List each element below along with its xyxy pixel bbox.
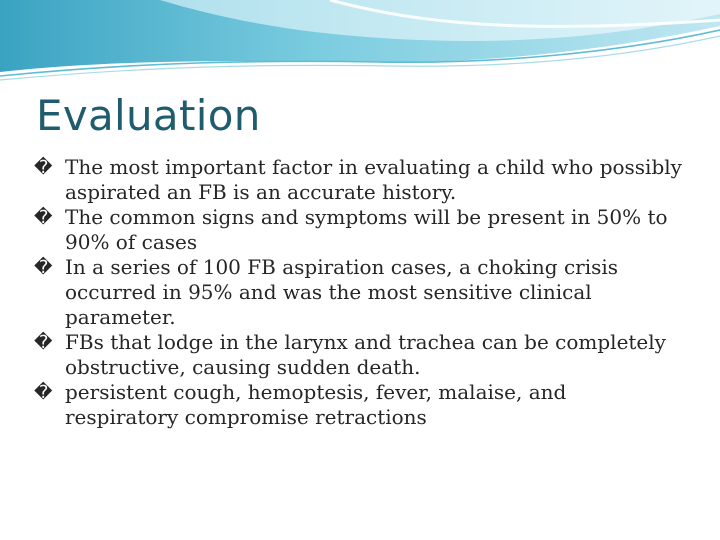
bullet-marker: � (34, 157, 53, 178)
bullet-text: The most important factor in evaluating a child who possibly aspirated an FB is an accurate history. (65, 155, 682, 204)
bullet-list (34, 155, 684, 430)
bullet-text: In a series of 100 FB aspiration cases, a choking crisis occurred in 95% and was the most sensitive clinical parameter. (65, 255, 619, 329)
bullet-marker: � (34, 382, 53, 403)
bullet-marker: � (34, 332, 53, 353)
bullet-item (34, 380, 684, 430)
header-wave-decoration (0, 0, 720, 90)
bullet-item (34, 155, 684, 205)
bullet-item (34, 330, 684, 380)
bullet-item (34, 255, 684, 330)
bullet-text: The common signs and symptoms will be present in 50% to 90% of cases (65, 205, 668, 254)
bullet-text: persistent cough, hemoptesis, fever, malaise, and respiratory compromise retractions (65, 380, 567, 429)
bullet-marker: � (34, 207, 53, 228)
bullet-text: FBs that lodge in the larynx and trachea can be completely obstructive, causing sudden death. (65, 330, 666, 379)
slide-title: Evaluation (36, 91, 261, 140)
bullet-item (34, 205, 684, 255)
bullet-marker: � (34, 257, 53, 278)
